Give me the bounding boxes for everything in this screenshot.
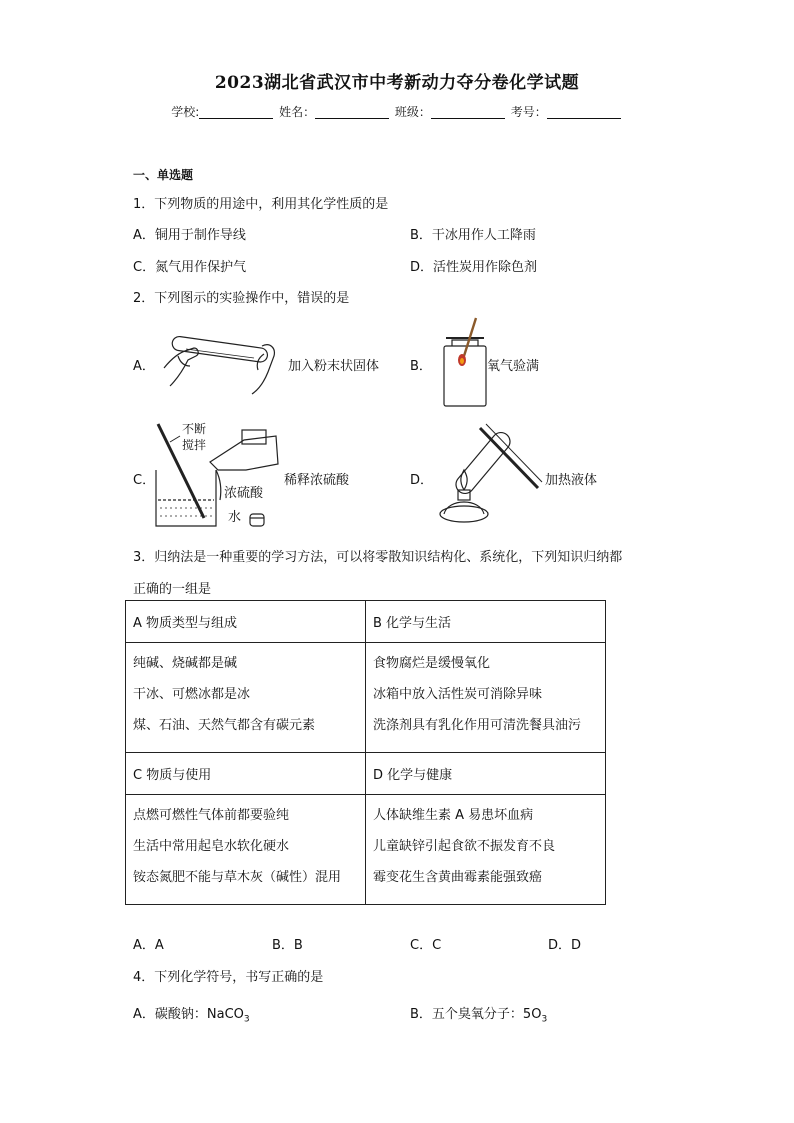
table-cell-a xyxy=(126,643,366,753)
q2-option-d-caption: 加热液体 xyxy=(545,473,598,488)
exam-no-label: 考号： xyxy=(510,105,547,119)
q4-option-b-text: B．五个臭氧分子：5O xyxy=(410,1007,542,1022)
q1-option-d: D．活性炭用作除色剂 xyxy=(410,260,538,275)
class-label: 班级： xyxy=(394,105,431,119)
name-blank xyxy=(315,105,389,119)
q4-option-a-text: A．碳酸钠：NaCO xyxy=(133,1007,244,1022)
table-cell-d xyxy=(366,795,606,905)
q2-option-a-caption: 加入粉末状固体 xyxy=(288,359,380,374)
q4-option-b xyxy=(410,1003,547,1025)
class-blank xyxy=(431,105,505,119)
q4-stem: 4．下列化学符号，书写正确的是 xyxy=(133,970,324,985)
exam-no-blank xyxy=(547,105,621,119)
q3-stem-line1: 3．归纳法是一种重要的学习方法，可以将零散知识结构化、系统化，下列知识归纳都 xyxy=(133,550,623,565)
school-label: 学校: xyxy=(171,105,200,119)
table-line: 点燃可燃性气体前都要验纯 xyxy=(133,808,290,823)
school-blank xyxy=(199,105,273,119)
table-line: 儿童缺锌引起食欲不振发育不良 xyxy=(373,839,556,854)
q2-option-a-letter: A． xyxy=(133,359,155,374)
table-cell-c xyxy=(126,795,366,905)
table-line: 生活中常用起皂水软化硬水 xyxy=(133,839,290,854)
table-line: 人体缺维生素 A 易患坏血病 xyxy=(373,808,534,823)
q2-option-d-letter: D． xyxy=(410,473,434,488)
adding-powder-illustration xyxy=(158,328,286,398)
q4-option-a xyxy=(133,1003,250,1025)
q2-option-c-caption: 稀释浓硫酸 xyxy=(284,473,350,488)
section-heading: 一、单选题 xyxy=(133,168,194,182)
table-line: 洗涤剂具有乳化作用可清洗餐具油污 xyxy=(373,718,582,733)
table-line: 干冰、可燃冰都是冰 xyxy=(133,687,251,702)
student-info-line xyxy=(0,103,794,120)
table-line: 霉变花生含黄曲霉素能强致癌 xyxy=(373,870,543,885)
q3-option-c: C．C xyxy=(410,938,442,953)
table-cell-b xyxy=(366,643,606,753)
q3-option-b: B．B xyxy=(272,938,303,953)
diluting-acid-illustration xyxy=(150,422,280,532)
acid-label: 浓硫酸 xyxy=(224,486,264,501)
q3-option-d: D．D xyxy=(548,938,582,953)
q1-option-b: B．干冰用作人工降雨 xyxy=(410,228,536,243)
stir-label-line1: 不断 xyxy=(182,422,207,436)
table-head-b: B 化学与生活 xyxy=(366,601,606,643)
q1-stem: 1．下列物质的用途中，利用其化学性质的是 xyxy=(133,197,389,212)
q2-option-b-letter: B． xyxy=(410,359,432,374)
q3-option-a: A．A xyxy=(133,938,164,953)
table-line: 冰箱中放入活性炭可消除异味 xyxy=(373,687,543,702)
knowledge-summary-table xyxy=(125,600,606,905)
table-line: 煤、石油、天然气都含有碳元素 xyxy=(133,718,316,733)
page-title: 2023湖北省武汉市中考新动力夺分卷化学试题 xyxy=(214,73,580,93)
name-label: 姓名： xyxy=(279,105,316,119)
q1-option-c: C．氮气用作保护气 xyxy=(133,260,247,275)
table-head-d: D 化学与健康 xyxy=(366,753,606,795)
q4-option-b-subscript: 3 xyxy=(541,1014,548,1025)
table-line: 铵态氮肥不能与草木灰（碱性）混用 xyxy=(133,870,342,885)
table-line: 食物腐烂是缓慢氧化 xyxy=(373,656,491,671)
heating-liquid-illustration xyxy=(434,418,544,530)
q1-option-a: A．铜用于制作导线 xyxy=(133,228,246,243)
stir-label-line2: 搅拌 xyxy=(182,438,207,452)
water-label: 水 xyxy=(228,510,242,525)
q2-option-b-caption: 氧气验满 xyxy=(487,359,540,374)
table-line: 纯碱、烧碱都是碱 xyxy=(133,656,238,671)
table-head-c: C 物质与使用 xyxy=(126,753,366,795)
q3-stem-line2: 正确的一组是 xyxy=(133,582,212,597)
oxygen-bottle-test-illustration xyxy=(440,316,490,410)
q2-stem: 2．下列图示的实验操作中，错误的是 xyxy=(133,291,350,306)
q2-option-c-letter: C． xyxy=(133,473,156,488)
table-head-a: A 物质类型与组成 xyxy=(126,601,366,643)
q4-option-a-subscript: 3 xyxy=(243,1014,250,1025)
